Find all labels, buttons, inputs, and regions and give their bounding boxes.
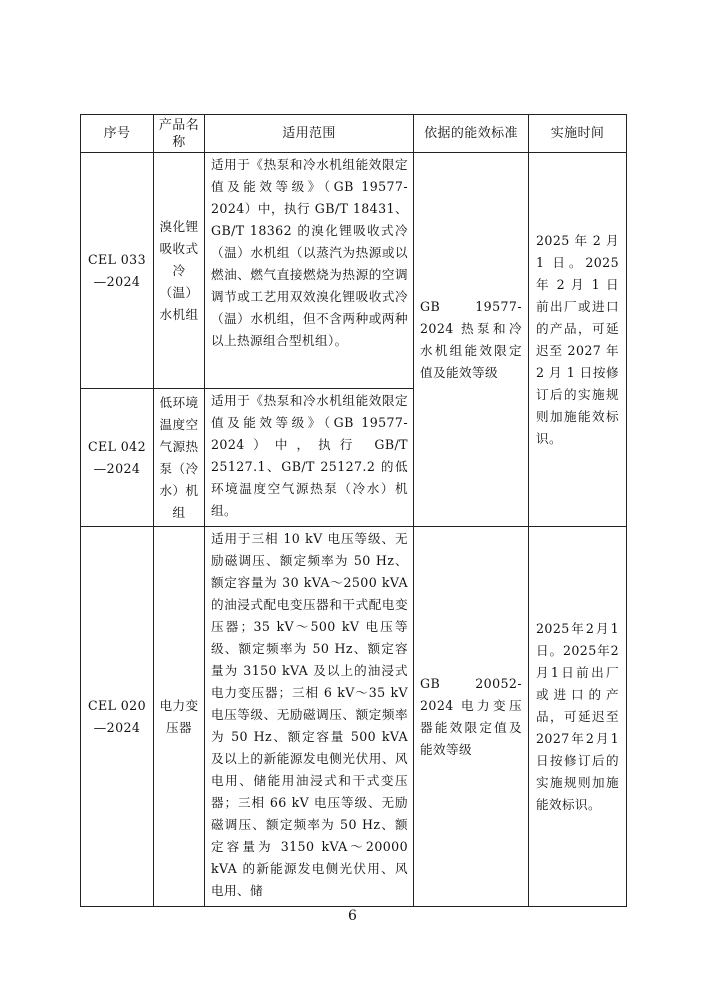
row-implementation-time: 2025 年 2 月 1 日。2025 年 2 月 1 日前出厂或进口的产品，可延迟至 2027 年 2 月 1 日按修订后的实施规则加施能效标识。 [529, 153, 627, 527]
row-scope: 适用于《热泵和冷水机组能效限定值及能效等级》（GB 19577-2024）中，执行 GB/T 25127.1、GB/T 25127.2 的低环境温度空气源热泵（冷水）机组。 [205, 389, 414, 527]
row-implementation-time: 2025年2月1日。2025年2月1日前出厂或进口的产品，可延迟至2027年2月1日按修订后的实施规则加施能效标识。 [529, 527, 627, 907]
row-standard: GB 20052-2024 电力变压器能效限定值及能效等级 [414, 527, 529, 907]
row-scope: 适用于《热泵和冷水机组能效限定值及能效等级》（GB 19577-2024）中，执行 GB/T 18431、GB/T 18362 的溴化锂吸收式冷（温）水机组（以蒸汽为热源或以燃油、燃气直接燃烧为热源的空调调节或工艺用双效溴化锂吸收式冷（温）水机组，但不含两种或两种以上热源组合型机组）。 [205, 153, 414, 389]
row-scope: 适用于三相 10 kV 电压等级、无励磁调压、额定频率为 50 Hz、额定容量为 30 kVA～2500 kVA 的油浸式配电变压器和干式配电变压器；35 kV～500 kV 电压等级、额定频率为 50 Hz、额定容量为 3150 kVA 及以上的油浸式电力变压器；三相 6 kV～35 kV 电压等级、无励磁调压、额定频率为 50 Hz、额定容量 500 kVA 及以上的新能源发电侧光伏用、风电用、储能用油浸式和干式变压器；三相 66 kV 电压等级、无励磁调压、额定频率为 50 Hz、额定容量为 3150 kVA～20000 kVA 的新能源发电侧光伏用、风电用、储 [205, 527, 414, 907]
table-header-row [81, 115, 627, 153]
header-standard: 依据的能效标准 [414, 115, 529, 153]
row-product-name: 溴化锂吸收式冷（温）水机组 [154, 153, 205, 389]
header-id: 序号 [81, 115, 154, 153]
header-implementation-time: 实施时间 [529, 115, 627, 153]
row-id: CEL 042—2024 [81, 389, 154, 527]
header-product-name: 产品名称 [154, 115, 205, 153]
efficiency-label-table [80, 114, 627, 907]
row-standard: GB 19577-2024 热泵和冷水机组能效限定值及能效等级 [414, 153, 529, 527]
row-product-name: 电力变压器 [154, 527, 205, 907]
table-row [81, 527, 627, 907]
header-scope: 适用范围 [205, 115, 414, 153]
row-id: CEL 033—2024 [81, 153, 154, 389]
page-number: 6 [348, 908, 357, 924]
row-product-name: 低环境温度空气源热泵（冷水）机组 [154, 389, 205, 527]
table-row [81, 153, 627, 389]
row-id: CEL 020—2024 [81, 527, 154, 907]
